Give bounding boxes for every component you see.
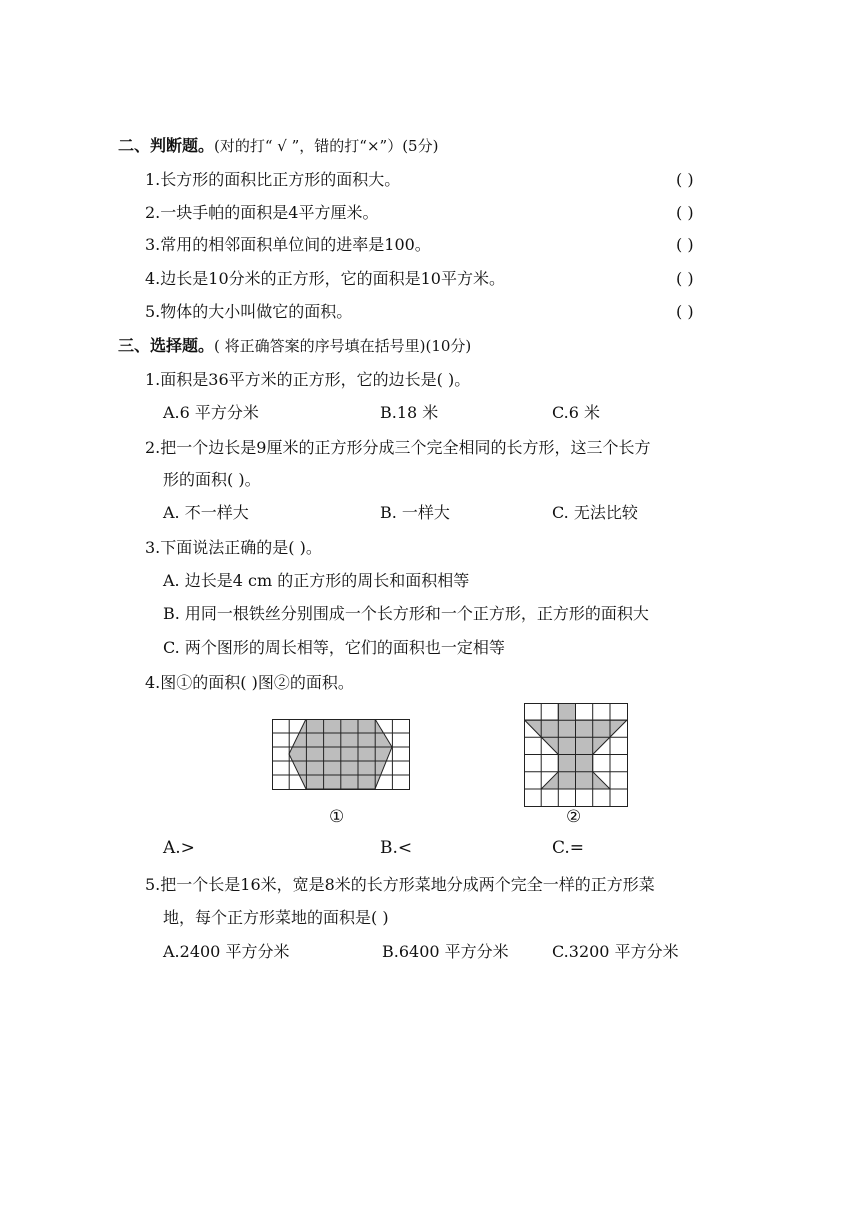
q1-option-b[interactable]: B.18 米	[380, 403, 439, 422]
question-number: 2.	[145, 438, 161, 457]
question-text: 面积是36平方米的正方形，它的边长是( )。	[160, 370, 471, 389]
choice-question-2	[145, 436, 650, 460]
judge-item-3	[145, 233, 431, 257]
question-text: 下面说法正确的是( )。	[160, 538, 322, 557]
judge-item-text: 一块手帕的面积是4平方厘米。	[160, 203, 379, 222]
judge-item-4	[145, 267, 505, 291]
q1-option-c[interactable]: C.6 米	[552, 403, 601, 422]
choice-question-4	[145, 671, 354, 695]
q4-option-b[interactable]: B.<	[380, 838, 413, 858]
question-text: 把一个长是16米，宽是8米的长方形菜地分成两个完全一样的正方形菜	[160, 875, 655, 894]
judge-answer-5[interactable]: ( )	[676, 302, 694, 321]
q2-option-a[interactable]: A. 不一样大	[163, 503, 249, 522]
judge-item-text: 常用的相邻面积单位间的进率是100。	[160, 235, 431, 254]
judge-item-text: 物体的大小叫做它的面积。	[160, 302, 353, 321]
q3-option-a[interactable]: A. 边长是4 cm 的正方形的周长和面积相等	[163, 571, 470, 590]
figure-1-grid	[272, 719, 410, 791]
judge-item-number: 5.	[145, 302, 161, 321]
choice-question-1	[145, 368, 470, 392]
judge-item-number: 1.	[145, 170, 161, 189]
question-number: 4.	[145, 673, 161, 692]
judge-item-number: 3.	[145, 235, 161, 254]
judge-answer-3[interactable]: ( )	[676, 235, 694, 254]
judge-item-text: 长方形的面积比正方形的面积大。	[160, 170, 401, 189]
q2-option-c[interactable]: C. 无法比较	[552, 503, 638, 522]
q4-option-c[interactable]: C.=	[552, 838, 585, 858]
question-text: 图①的面积( )图②的面积。	[160, 673, 354, 692]
choice-question-5	[145, 873, 655, 897]
judge-answer-1[interactable]: ( )	[676, 170, 694, 189]
section-2-heading	[118, 134, 438, 158]
question-number: 1.	[145, 370, 161, 389]
judge-item-text: 边长是10分米的正方形，它的面积是10平方米。	[160, 269, 505, 288]
judge-item-number: 2.	[145, 203, 161, 222]
figure-2-gridlines	[524, 703, 628, 807]
q5-option-a[interactable]: A.2400 平方分米	[163, 942, 290, 961]
question-number: 5.	[145, 875, 161, 894]
section-2-note: (对的打“ √ ”，错的打“×”）(5分)	[214, 137, 439, 155]
q3-option-b[interactable]: B. 用同一根铁丝分别围成一个长方形和一个正方形，正方形的面积大	[163, 604, 649, 623]
question-number: 3.	[145, 538, 161, 557]
judge-item-2	[145, 201, 378, 225]
section-3-title: 三、选择题。	[118, 336, 215, 355]
figure-1-label: ①	[329, 807, 345, 827]
q1-option-a[interactable]: A.6 平方分米	[163, 403, 259, 422]
choice-question-3	[145, 536, 322, 560]
choice-question-5-continued: 地，每个正方形菜地的面积是( )	[163, 908, 389, 927]
question-text: 把一个边长是9厘米的正方形分成三个完全相同的长方形，这三个长方	[160, 438, 651, 457]
figure-2-label: ②	[566, 807, 582, 827]
judge-answer-2[interactable]: ( )	[676, 203, 694, 222]
section-2-title: 二、判断题。	[118, 136, 215, 155]
q4-option-a[interactable]: A.>	[163, 838, 195, 858]
section-3-heading	[118, 334, 471, 358]
judge-item-number: 4.	[145, 269, 161, 288]
q3-option-c[interactable]: C. 两个图形的周长相等，它们的面积也一定相等	[163, 638, 505, 657]
q2-option-b[interactable]: B. 一样大	[380, 503, 450, 522]
judge-answer-4[interactable]: ( )	[676, 269, 694, 288]
q5-option-c[interactable]: C.3200 平方分米	[552, 942, 679, 961]
judge-item-5	[145, 300, 352, 324]
choice-question-2-continued: 形的面积( )。	[163, 470, 261, 489]
judge-item-1	[145, 168, 400, 192]
q5-option-b[interactable]: B.6400 平方分米	[382, 942, 509, 961]
figure-2-grid	[524, 703, 628, 807]
section-3-note: ( 将正确答案的序号填在括号里)(10分)	[214, 337, 472, 355]
